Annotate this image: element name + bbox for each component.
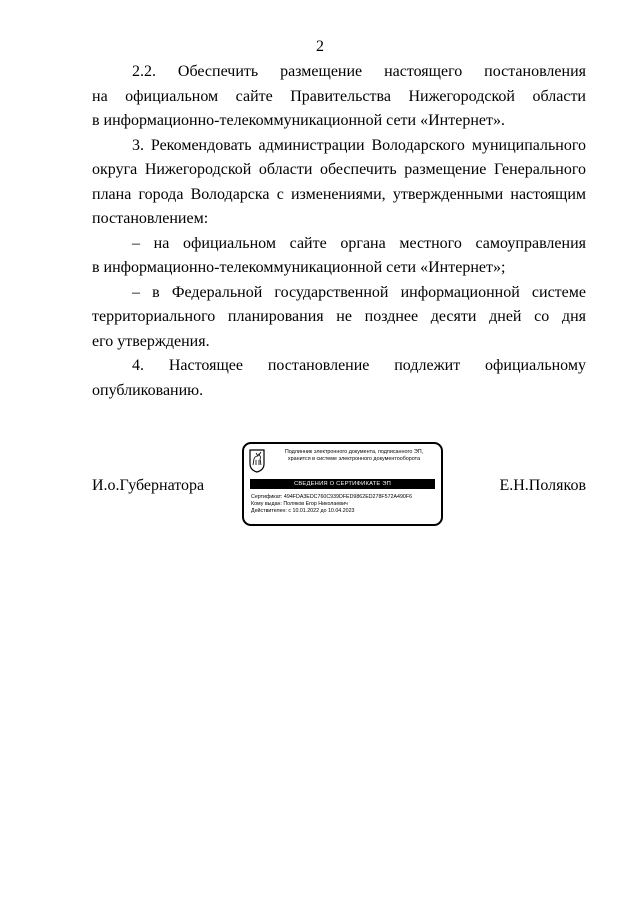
- list-item-2-line-1: – в Федеральной государственной информационной системе: [132, 283, 586, 301]
- certificate-details: [251, 494, 439, 515]
- coat-of-arms-icon: [249, 449, 265, 473]
- paragraph-2-2-line-2: на официальном сайте Правительства Нижегородской области: [92, 87, 586, 105]
- paragraph-3-line-2: округа Нижегородской области обеспечить размещение Генерального: [92, 161, 586, 178]
- paragraph-2-2-line-1: 2.2. Обеспечить размещение настоящего постановления: [132, 63, 586, 80]
- stamp-header-line-1: Подлинник электронного документа, подписанного ЭП,: [284, 449, 424, 455]
- certificate-validity: Действителен: с 10.01.2022 до 10.04.2023: [251, 508, 355, 514]
- list-item-2-line-2: территориального планирования не позднее десяти дней со дня: [92, 308, 586, 325]
- certificate-id: Сертификат: 494FDA3EDC760C939DFED9862ED278F572A490F6: [251, 494, 413, 500]
- certificate-owner: Кому выдан: Поляков Егор Николаевич: [251, 501, 348, 507]
- certificate-info-bar: СВЕДЕНИЯ О СЕРТИФИКАТЕ ЭП: [250, 479, 435, 489]
- electronic-signature-stamp: [242, 442, 443, 526]
- list-item-2-line-3: его утверждения.: [92, 332, 210, 350]
- paragraph-2-2-line-3: в информационно-телекоммуникационной сети «Интернет».: [92, 112, 505, 129]
- list-item-1-line-2: в информационно-телекоммуникационной сети «Интернет»;: [92, 259, 506, 276]
- list-item-1-line-1: – на официальном сайте органа местного самоуправления: [132, 234, 586, 252]
- page-number: 2: [316, 38, 324, 55]
- stamp-header-line-2: хранится в системе электронного документооборота: [287, 456, 421, 462]
- stamp-header: [268, 449, 440, 463]
- paragraph-3-line-3: плана города Володарска с изменениями, утвержденными настоящим: [92, 185, 586, 203]
- document-body: [92, 60, 586, 403]
- paragraph-4-line-2: опубликованию.: [92, 381, 204, 399]
- signer-title: И.о.Губернатора: [92, 477, 205, 494]
- signer-name: Е.Н.Поляков: [499, 477, 586, 494]
- paragraph-3-line-1: 3. Рекомендовать администрации Володарского муниципального: [132, 136, 586, 154]
- paragraph-3-line-4: постановлением:: [92, 210, 209, 227]
- paragraph-4-line-1: 4. Настоящее постановление подлежит официальному: [132, 357, 586, 374]
